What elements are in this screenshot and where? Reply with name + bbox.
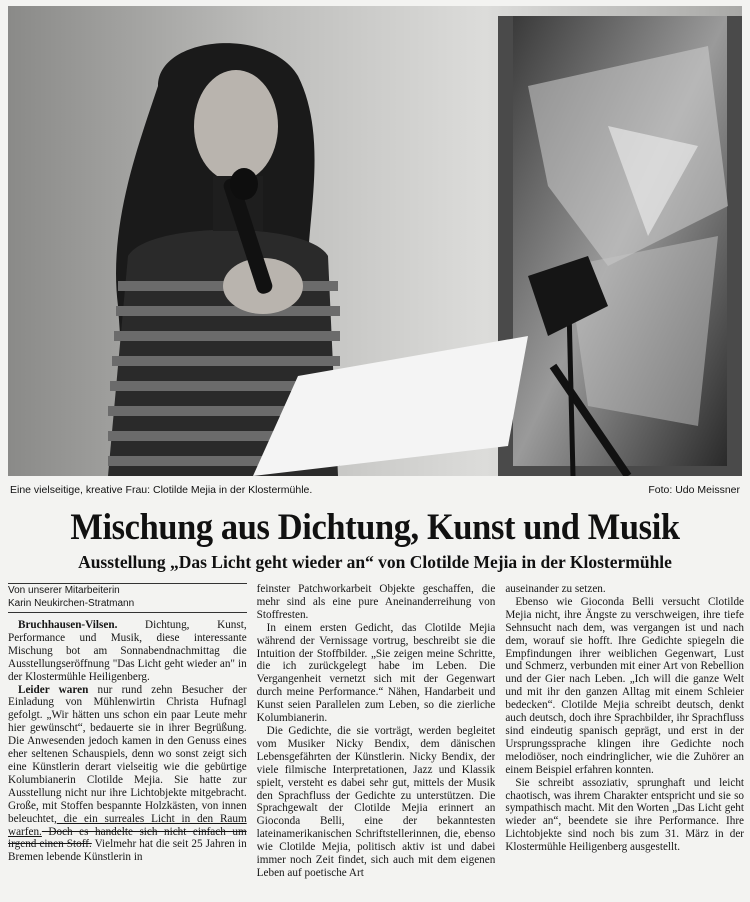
article-column-2: [257, 583, 496, 898]
subheadline: Ausstellung „Das Licht geht wieder an“ von Clotilde Mejia in der Klostermühle: [78, 552, 672, 572]
paragraph-text: nur rund zehn Besucher der Einladung von Mühlenwirtin Christa Hufnagl gefolgt. „Wir hätten uns schon ein paar Leute mehr hier gewünscht“, bedauerte sie in ihrer Begrüßung. Die Anwesenden jedoch kamen in den Genuss eines eher seltenen Schauspiels, denn wo sonst zeigt sich eine Künstlerin derart vielseitig wie die gebürtige Kolumbianerin Clotilde Mejia. Sie hatte zur Ausstellung nicht nur ihre Lichtobjekte mitgebracht. Große, mit Stoffen bespannte Holzkästen, von innen beleuchtet,: [8, 683, 247, 825]
article-body: [8, 583, 744, 898]
paragraph: Ebenso wie Gioconda Belli versucht Clotilde Mejia nicht, ihre Ängste zu verschweigen, ihre tiefe Sehnsucht nach dem, was vergangen ist und nach dem, worauf sie hofft. Ihre Gedichte spiegeln die Empfindungen ihrer weiblichen Gegenwart, Lust und Schmerz, verbunden mit einer Art von Rebellion und der Gier nach Leben. „Ich will die ganze Welt und mit ihr den ganzen Alltag mit einem Schleier bedecken“. Clotilde Mejia schreibt deutsch, denkt auch deutsch, doch ihre Sprachbilder, ihr Sprachfluss sind eindeutig spanisch geprägt, und erst in der Ursprungssprache klingen ihre Gedichte noch melodiöser, noch eindringlicher, wie die Zuhörer an einem Beispiel erfahren konnten.: [505, 595, 745, 776]
paragraph: feinster Patchworkarbeit Objekte geschaffen, die mehr sind als eine pure Aneinanderreihung von Stoffresten.: [256, 583, 496, 621]
paragraph: auseinander zu setzen.: [505, 583, 606, 595]
struck-text: Doch es handelte sich nicht einfach um irgend einen Stoff.: [8, 825, 247, 851]
photo-credit: Foto: Udo Meissner: [648, 484, 740, 496]
photo-caption: Eine vielseitige, kreative Frau: Clotilde Mejia in der Klostermühle.: [10, 484, 313, 496]
paragraph: [8, 619, 247, 684]
dateline-place: Bruchhausen-Vilsen.: [18, 619, 118, 631]
photo-performer-image: [8, 6, 742, 476]
article-column-3: [505, 583, 744, 898]
byline-line-2: Karin Neukirchen-Stratmann: [8, 597, 135, 609]
paragraph: Sie schreibt assoziativ, sprunghaft und leicht chaotisch, was ihrem Charakter entspricht und sie so sympathisch macht. Mit den Worten „Das Licht geht wieder an“, beendete sie ihre Performance. Ihre Lichtobjekte sind noch bis zum 31. März in der Klostermühle Heiligenberg ausgestellt.: [505, 776, 745, 854]
paragraph: In einem ersten Gedicht, das Clotilde Mejia während der Vernissage vortrug, beschreibt sie die Intuition der Stoffbilder. „Sie zeigen meine Schritte, die ich zurückgelegt habe im Leben. Die Vergangenheit vernetzt sich mit der Gegenwart durch meine Performance.“ Nähen, Handarbeit und Kunst seien Parallelen zum Leben, so die zierliche Kolumbianerin.: [256, 621, 496, 725]
paragraph-text: Dichtung, Kunst, Performance und Musik, diese interessante Mischung bot am Sonnabendnachmittag die Ausstellungseröffnung "Das Licht geht wieder an" in der Klostermühle Heiligenberg.: [8, 619, 247, 683]
byline: [8, 583, 247, 613]
paragraph: [8, 684, 247, 865]
article-column-1: [8, 583, 247, 898]
paragraph: Die Gedichte, die sie vorträgt, werden begleitet vom Musiker Nicky Bendix, dem dänischen Lebensgefährten der Künstlerin. Nicky Bendix, der viele filmische Interpretationen, Jazz und Klassik spielt, versteht es dabei sehr gut, mittels der Musik den Sprachfluss der Gedichte zu unterstützen. Die Sprachgewalt der Clotilde Mejia erinnert an Gioconda Belli, eine der bekanntesten lateinamerikanischen Schriftstellerinnen, die, ebenso wie Clotilde Mejia, politisch aktiv ist und dabei immer noch Zeit findet, sich auch mit dem eigenen Leben auf poetische Art: [256, 724, 496, 879]
byline-line-1: Von unserer Mitarbeiterin: [8, 585, 120, 596]
article-photo: [8, 6, 742, 476]
underlined-text: die ein surreales Licht in den Raum warfen.: [8, 812, 247, 838]
paragraph-text: Vielmehr hat die seit 25 Jahren in Bremen lebende Künstlerin in: [8, 838, 247, 864]
paragraph-lead: Leider waren: [18, 683, 89, 696]
headline: Mischung aus Dichtung, Kunst und Musik: [70, 507, 680, 548]
